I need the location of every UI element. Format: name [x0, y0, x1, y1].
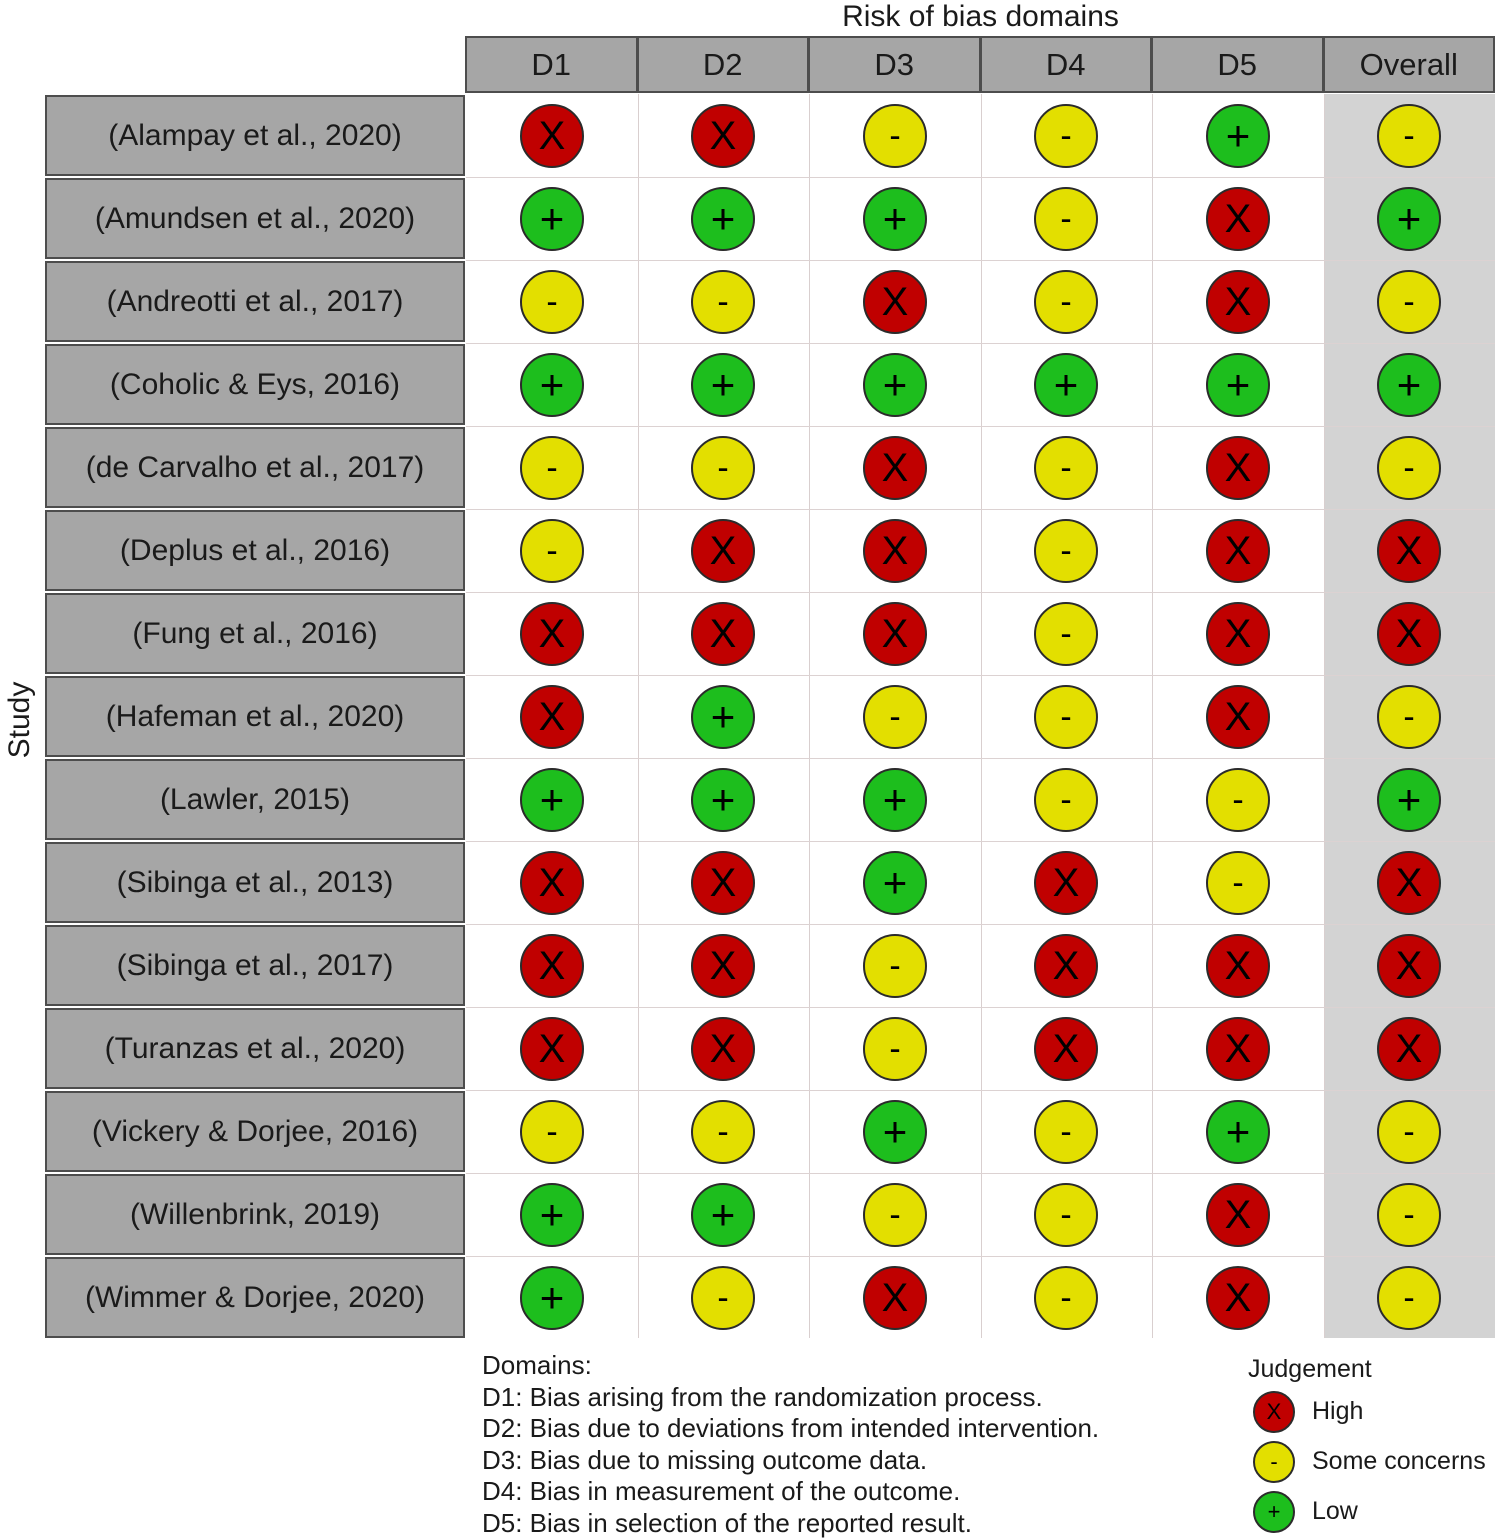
- judgement-marker-high-d5: X: [1206, 1183, 1270, 1247]
- column-header-d4: D4: [980, 36, 1153, 93]
- study-label: (Coholic & Eys, 2016): [45, 344, 465, 425]
- domain-desc-d5: D5: Bias in selection of the reported result.: [482, 1507, 972, 1538]
- legend-title: Judgement: [1248, 1355, 1372, 1383]
- judgement-marker-some-d5: -: [1206, 768, 1270, 832]
- judgement-marker-high-d2: X: [691, 519, 755, 583]
- judgement-marker-high-d2: X: [691, 602, 755, 666]
- judgement-marker-high-d5: X: [1206, 1266, 1270, 1330]
- grid-vline: [809, 94, 810, 1338]
- judgement-marker-high-d4: X: [1034, 934, 1098, 998]
- grid-vline: [638, 94, 639, 1338]
- judgement-marker-some-d3: -: [863, 934, 927, 998]
- judgement-marker-low-d5: +: [1206, 104, 1270, 168]
- grid-hline: [466, 509, 1495, 510]
- grid-hline: [466, 177, 1495, 178]
- judgement-marker-some-d5: -: [1206, 851, 1270, 915]
- column-header-d3: D3: [808, 36, 981, 93]
- grid-vline: [981, 94, 982, 1338]
- risk-grid: [466, 94, 1495, 1338]
- judgement-marker-some-d4: -: [1034, 1100, 1098, 1164]
- judgement-marker-some-d2: -: [691, 270, 755, 334]
- judgement-marker-low-d3: +: [863, 353, 927, 417]
- judgement-marker-some-overall: -: [1377, 1183, 1441, 1247]
- judgement-marker-low-d2: +: [691, 187, 755, 251]
- study-label: (de Carvalho et al., 2017): [45, 427, 465, 508]
- judgement-marker-some-d4: -: [1034, 1266, 1098, 1330]
- grid-vline: [1324, 94, 1325, 1338]
- judgement-marker-low-d4: +: [1034, 353, 1098, 417]
- grid-hline: [466, 343, 1495, 344]
- judgement-marker-some-d1: -: [520, 519, 584, 583]
- judgement-marker-low-d2: +: [691, 1183, 755, 1247]
- grid-hline: [466, 426, 1495, 427]
- grid-hline: [466, 758, 1495, 759]
- domain-desc-d3: D3: Bias due to missing outcome data.: [482, 1444, 928, 1475]
- study-label: (Andreotti et al., 2017): [45, 261, 465, 342]
- y-axis-label-box: [0, 600, 40, 840]
- judgement-marker-high-d5: X: [1206, 685, 1270, 749]
- study-label: (Sibinga et al., 2017): [45, 925, 465, 1006]
- judgement-marker-high-overall: X: [1377, 519, 1441, 583]
- grid-hline: [466, 592, 1495, 593]
- judgement-marker-some-d3: -: [863, 685, 927, 749]
- judgement-marker-low-d5: +: [1206, 1100, 1270, 1164]
- judgement-marker-some-d2: -: [691, 1100, 755, 1164]
- column-header-overall: Overall: [1323, 36, 1496, 93]
- study-label: (Alampay et al., 2020): [45, 95, 465, 176]
- domains-title: Domains:: [482, 1350, 592, 1380]
- grid-vline: [1152, 94, 1153, 1338]
- judgement-marker-some-overall: -: [1377, 270, 1441, 334]
- legend-some-concerns-label: Some concerns: [1312, 1447, 1486, 1475]
- judgement-marker-some-d4: -: [1034, 519, 1098, 583]
- grid-hline: [466, 675, 1495, 676]
- judgement-marker-high-d3: X: [863, 1266, 927, 1330]
- judgement-marker-low-d1: +: [520, 1266, 584, 1330]
- judgement-marker-low-overall: +: [1377, 187, 1441, 251]
- domains-key: [482, 1350, 1099, 1539]
- domain-desc-d4: D4: Bias in measurement of the outcome.: [482, 1476, 961, 1506]
- judgement-marker-low-d3: +: [863, 1100, 927, 1164]
- study-label: (Fung et al., 2016): [45, 593, 465, 674]
- judgement-marker-high-overall: X: [1377, 602, 1441, 666]
- study-label: (Wimmer & Dorjee, 2020): [45, 1257, 465, 1338]
- judgement-marker-high-d4: X: [1034, 1017, 1098, 1081]
- legend-item-some-concerns: [1248, 1436, 1497, 1486]
- judgement-marker-high-d1: X: [520, 934, 584, 998]
- judgement-marker-high-d3: X: [863, 270, 927, 334]
- judgement-marker-high-d1: X: [520, 602, 584, 666]
- judgement-marker-some-d3: -: [863, 1017, 927, 1081]
- judgement-marker-some-d2: -: [691, 436, 755, 500]
- judgement-marker-some-overall: -: [1377, 436, 1441, 500]
- judgement-marker-low-d1: +: [520, 1183, 584, 1247]
- judgement-marker-high-d2: X: [691, 851, 755, 915]
- grid-hline: [466, 1173, 1495, 1174]
- judgement-marker-some-d4: -: [1034, 436, 1098, 500]
- judgement-marker-high-d2: X: [691, 934, 755, 998]
- judgement-marker-low-d3: +: [863, 851, 927, 915]
- column-header-d5: D5: [1151, 36, 1324, 93]
- study-label: (Deplus et al., 2016): [45, 510, 465, 591]
- study-label: (Vickery & Dorjee, 2016): [45, 1091, 465, 1172]
- legend-item-low: [1248, 1486, 1497, 1536]
- domain-desc-d2: D2: Bias due to deviations from intended intervention.: [482, 1413, 1100, 1443]
- judgement-marker-high-d3: X: [863, 436, 927, 500]
- judgement-marker-low-d3: +: [863, 768, 927, 832]
- judgement-marker-high-d1: X: [520, 104, 584, 168]
- legend-item-high: [1248, 1386, 1497, 1436]
- judgement-marker-some-d4: -: [1034, 685, 1098, 749]
- judgement-marker-high-d4: X: [1034, 851, 1098, 915]
- study-label: (Hafeman et al., 2020): [45, 676, 465, 757]
- judgement-marker-high-d2: X: [691, 104, 755, 168]
- legend-low-label: Low: [1312, 1497, 1358, 1525]
- judgement-marker-some-d1: -: [520, 436, 584, 500]
- judgement-marker-some-overall: -: [1377, 1266, 1441, 1330]
- judgement-marker-some-d4: -: [1034, 1183, 1098, 1247]
- chart-title: Risk of bias domains: [842, 0, 1119, 33]
- judgement-marker-some-overall: -: [1377, 1100, 1441, 1164]
- judgement-marker-low-d1: +: [520, 353, 584, 417]
- judgement-marker-some-d4: -: [1034, 270, 1098, 334]
- judgement-marker-low-d1: +: [520, 768, 584, 832]
- study-label: (Lawler, 2015): [45, 759, 465, 840]
- judgement-marker-high-d3: X: [863, 602, 927, 666]
- grid-hline: [466, 1090, 1495, 1091]
- legend-low-marker: +: [1253, 1491, 1295, 1533]
- judgement-marker-high-d5: X: [1206, 1017, 1270, 1081]
- grid-hline: [466, 1007, 1495, 1008]
- judgement-marker-some-d2: -: [691, 1266, 755, 1330]
- column-header-d1: D1: [465, 36, 638, 93]
- judgement-marker-some-d3: -: [863, 1183, 927, 1247]
- judgement-marker-high-overall: X: [1377, 851, 1441, 915]
- study-label: (Sibinga et al., 2013): [45, 842, 465, 923]
- legend-high-marker: X: [1253, 1391, 1295, 1433]
- grid-hline: [466, 924, 1495, 925]
- judgement-marker-high-d5: X: [1206, 602, 1270, 666]
- y-axis-label: Study: [3, 681, 36, 759]
- judgement-marker-high-d5: X: [1206, 436, 1270, 500]
- study-label: (Willenbrink, 2019): [45, 1174, 465, 1255]
- judgement-marker-some-d3: -: [863, 104, 927, 168]
- legend-some-concerns-marker: -: [1253, 1441, 1295, 1483]
- judgement-marker-high-d3: X: [863, 519, 927, 583]
- judgement-marker-low-overall: +: [1377, 768, 1441, 832]
- domain-desc-d1: D1: Bias arising from the randomization process.: [482, 1381, 1043, 1412]
- judgement-marker-low-d3: +: [863, 187, 927, 251]
- study-label: (Turanzas et al., 2020): [45, 1008, 465, 1089]
- judgement-marker-low-d1: +: [520, 187, 584, 251]
- judgement-marker-high-d5: X: [1206, 187, 1270, 251]
- judgement-marker-high-d5: X: [1206, 270, 1270, 334]
- grid-hline: [466, 1256, 1495, 1257]
- judgement-marker-high-d1: X: [520, 685, 584, 749]
- judgement-marker-some-d4: -: [1034, 187, 1098, 251]
- legend-high-label: High: [1312, 1397, 1364, 1425]
- judgement-marker-some-d1: -: [520, 1100, 584, 1164]
- judgement-marker-low-d2: +: [691, 353, 755, 417]
- study-label: (Amundsen et al., 2020): [45, 178, 465, 259]
- judgement-marker-high-overall: X: [1377, 934, 1441, 998]
- grid-hline: [466, 841, 1495, 842]
- judgement-marker-high-d1: X: [520, 1017, 584, 1081]
- judgement-marker-high-d5: X: [1206, 934, 1270, 998]
- judgement-marker-some-d4: -: [1034, 602, 1098, 666]
- judgement-marker-high-d5: X: [1206, 519, 1270, 583]
- judgement-marker-high-d1: X: [520, 851, 584, 915]
- judgement-marker-some-overall: -: [1377, 685, 1441, 749]
- judgement-marker-some-d4: -: [1034, 768, 1098, 832]
- judgement-marker-low-overall: +: [1377, 353, 1441, 417]
- judgement-marker-high-overall: X: [1377, 1017, 1441, 1081]
- column-header-d2: D2: [637, 36, 810, 93]
- legend: [1248, 1352, 1497, 1536]
- judgement-marker-some-d4: -: [1034, 104, 1098, 168]
- judgement-marker-high-d2: X: [691, 1017, 755, 1081]
- judgement-marker-some-d1: -: [520, 270, 584, 334]
- judgement-marker-low-d5: +: [1206, 353, 1270, 417]
- judgement-marker-low-d2: +: [691, 768, 755, 832]
- judgement-marker-some-overall: -: [1377, 104, 1441, 168]
- judgement-marker-low-d2: +: [691, 685, 755, 749]
- grid-hline: [466, 260, 1495, 261]
